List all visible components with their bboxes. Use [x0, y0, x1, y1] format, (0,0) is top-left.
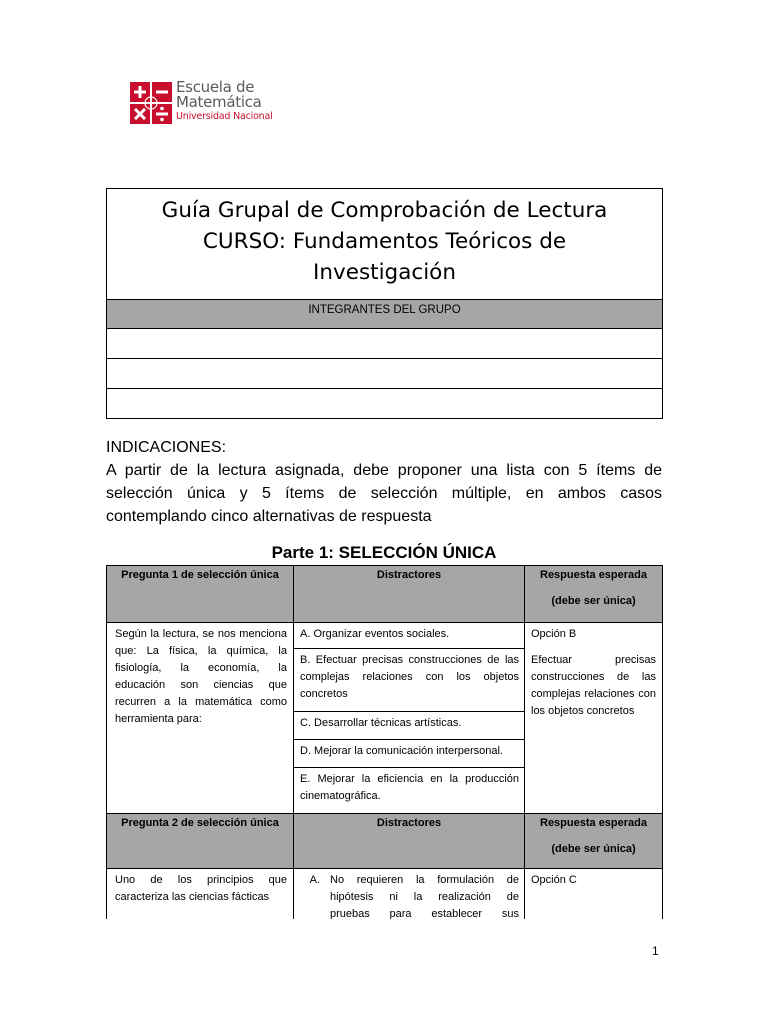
q1-answer-label: Opción B	[531, 628, 577, 640]
q1-body-row	[107, 623, 662, 814]
q1-option-a: A. Organizar eventos sociales.	[294, 623, 524, 649]
q2-option-a-mark: A.	[309, 874, 320, 886]
q2-option-a-row2	[300, 889, 519, 906]
q2-question-cell	[107, 869, 294, 919]
math-operators-logo-icon	[130, 82, 172, 124]
indications-body: A partir de la lectura asignada, debe proponer una lista con 5 ítems de selección única y 5 ítems de selección múltiple, en ambos casos contemplando cinco alternativas de respuesta	[106, 462, 662, 525]
q2-option-a-line3: pruebas para establecer sus	[330, 908, 519, 919]
q1-option-e: E. Mejorar la eficiencia en la producción cinematográfica.	[300, 773, 519, 802]
logo-line-universidad: Universidad Nacional	[176, 111, 273, 122]
q1-header-answer	[525, 566, 662, 622]
q2-header-answer-line2: (debe ser única)	[551, 843, 636, 855]
logo-line-matematica: Matemática	[176, 93, 262, 111]
page-number: 1	[652, 944, 659, 958]
q2-option-a-line1: No requieren la formulación de	[330, 874, 519, 886]
school-logo	[130, 80, 280, 130]
q1-header-answer-line2: (debe ser única)	[551, 595, 636, 607]
header-table	[106, 188, 663, 419]
q1-option-c: C. Desarrollar técnicas artísticas.	[294, 712, 524, 740]
q1-header-question: Pregunta 1 de selección única	[107, 566, 294, 622]
q2-option-a-line2: hipótesis ni la realización de	[330, 891, 519, 903]
q1-header-answer-line1: Respuesta esperada	[540, 569, 647, 581]
title-line-3: Investigación	[313, 260, 456, 285]
q2-header-distractors: Distractores	[294, 814, 525, 868]
q1-option-d: D. Mejorar la comunicación interpersonal.	[294, 740, 524, 768]
q1-header-row	[107, 566, 662, 623]
part1-title: Parte 1: SELECCIÓN ÚNICA	[271, 543, 497, 562]
document-title	[107, 189, 662, 300]
questions-table	[106, 565, 663, 919]
group-members-header: INTEGRANTES DEL GRUPO	[107, 300, 662, 329]
q1-question-text: Según la lectura, se nos menciona que: La física, la química, la fisiología, la economía, la educación son ciencias que recurren a la matemática como herramienta para:	[115, 628, 287, 725]
q2-header-question: Pregunta 2 de selección única	[107, 814, 294, 868]
q2-header-answer-line1: Respuesta esperada	[540, 817, 647, 829]
q1-header-distractors: Distractores	[294, 566, 525, 622]
q1-question-cell	[107, 623, 294, 813]
q2-question-text: Uno de los principios que caracteriza las ciencias fácticas	[115, 874, 287, 903]
q1-answer-cell	[525, 623, 662, 813]
member-row-3[interactable]	[107, 389, 662, 418]
q1-options-cell	[294, 623, 525, 813]
q1-answer-text: Efectuar precisas construcciones de las complejas relaciones con los objetos concretos	[531, 654, 656, 717]
indications-section	[106, 436, 662, 528]
q2-header-row	[107, 814, 662, 869]
q2-answer-cell	[525, 869, 662, 919]
title-line-1: Guía Grupal de Comprobación de Lectura	[161, 198, 608, 223]
logo-line-escuela: Escuela de	[176, 78, 255, 96]
indications-title: INDICACIONES:	[106, 439, 227, 456]
q2-option-a	[300, 872, 519, 889]
title-line-2: CURSO: Fundamentos Teóricos de	[202, 229, 567, 254]
q2-header-answer	[525, 814, 662, 868]
member-row-2[interactable]	[107, 359, 662, 389]
q2-body-row	[107, 869, 662, 919]
q1-option-b: B. Efectuar precisas construcciones de las complejas relaciones con los objetos concretos	[294, 649, 524, 712]
q2-answer-label: Opción C	[531, 874, 577, 886]
q2-options-cell	[294, 869, 525, 919]
q2-option-a-row3	[300, 906, 519, 919]
member-row-1[interactable]	[107, 329, 662, 359]
